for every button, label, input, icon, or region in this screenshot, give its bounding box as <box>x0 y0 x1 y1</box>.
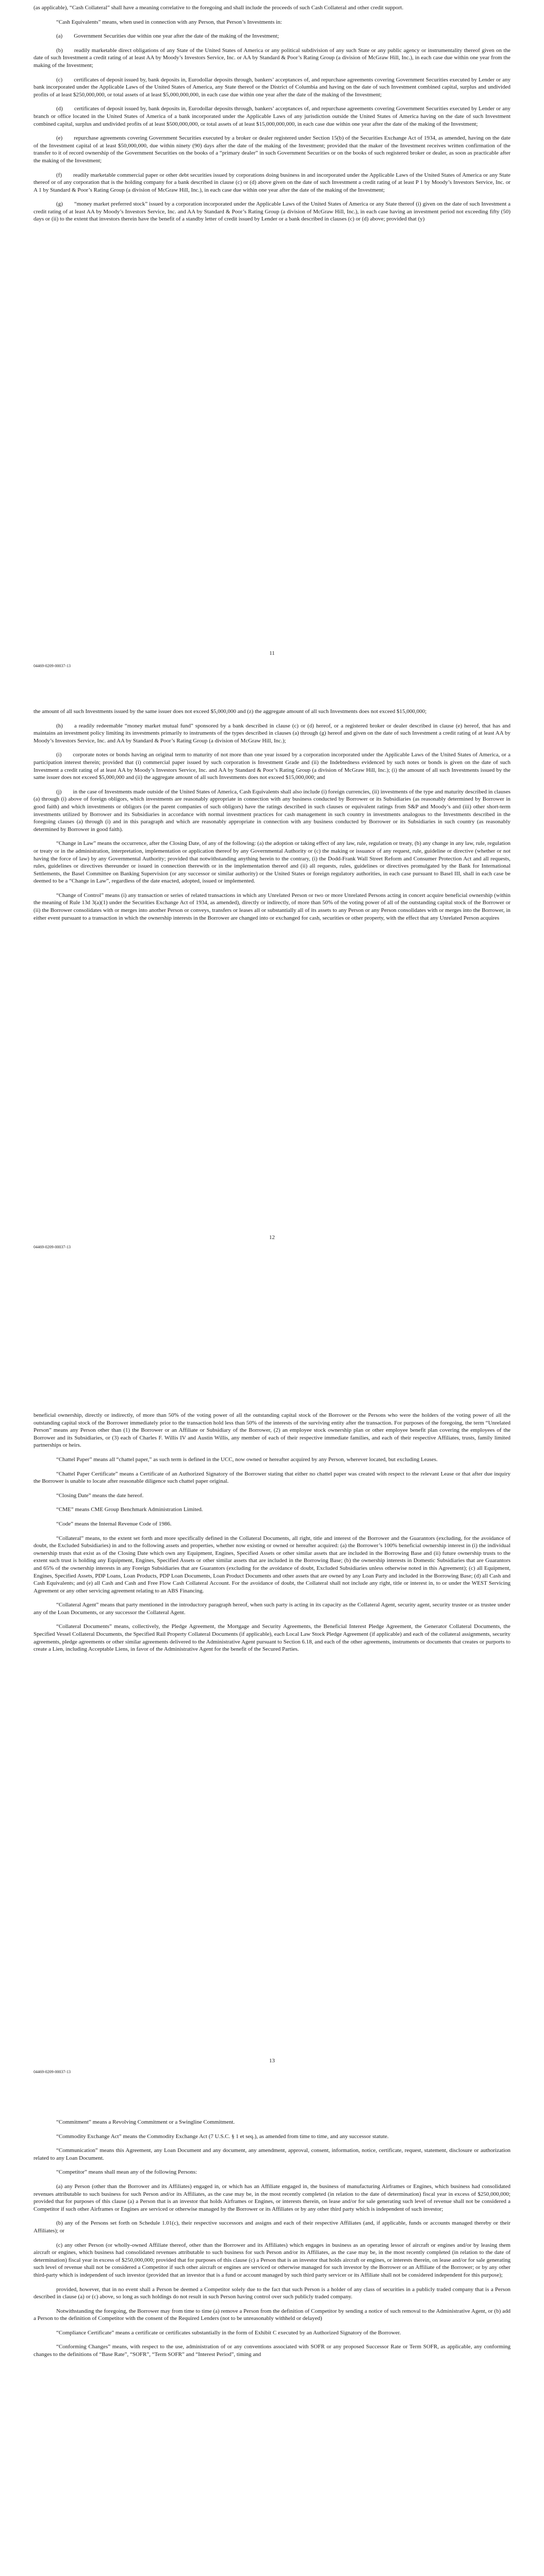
definition-chattel-paper: “Chattel Paper” means all “chattel paper,” as such term is defined in the UCC, now owned or hereafter acquired by any Person, wherever located, but excluding Leases. <box>56 1456 438 1463</box>
document-id: 04469-0209-00037-13 <box>34 2070 71 2074</box>
definition-compliance-certificate: “Compliance Certificate” means a certificate or certificates substantially in the form of Exhibit C executed by an Authorized Signatory of the Borrower. <box>56 2329 401 2336</box>
page-number: 11 <box>269 650 275 656</box>
paragraph: (as applicable), “Cash Collateral” shall have a meaning correlative to the foregoing and shall include the proceeds of such Cash Collateral and other credit support. <box>34 5 404 11</box>
definition-collateral-documents: “Collateral Documents” means, collectively, the Pledge Agreement, the Mortgage and Security Agreements, the Beneficial Interest Pledge Agreement, the Generator Collateral Documents, the Specified Vessel Collateral Documents, the Specified Rail Property Collateral Documents (if applicable), each Local Law Stock Pledge Agreement (if applicable) and each of the collateral assignments, security agreements, pledge agreements or other similar agreements delivered to the Administrative Agent pursuant to Section 6.18, and each of the other agreements, instruments or documents that creates or purports to create a Lien, including Acceptable Liens, in favor of the Administrative Agent for the benefit of the Secured Parties. <box>34 1623 510 1653</box>
clause-i: (i) corporate notes or bonds having an original term to maturity of not more than one year issued by a corporation incorporated under the Applicable Laws of the United States of America, or a participation interest therein; provided that (i) commercial paper issued by such corporation is Investment Grade and (ii) the Indebtedness evidenced by such notes or bonds is given on the date of such Investment a credit rating of at least AA by Moody’s Investors Service, Inc. and AA by Standard & Poor’s Rating Group (a division of McGraw Hill, Inc.); (i) the amount of all such Investments issued by the same issuer does not exceed $5,000,000 and (ii) the aggregate amount of all such Investments does not exceed $15,000,000; and <box>34 752 510 781</box>
page-14 <box>0 2111 544 2576</box>
page-11-content <box>34 4 510 230</box>
definition-code: “Code” means the Internal Revenue Code of 1986. <box>56 1520 172 1527</box>
definition-cash-equivalents: “Cash Equivalents” means, when used in connection with any Person, that Person’s Investments in: <box>56 19 282 25</box>
page-12 <box>0 704 544 1408</box>
definition-collateral-agent: “Collateral Agent” means that party mentioned in the introductory paragraph hereof, when such party is acting in its capacity as the Collateral Agent, security agent, security trustee or as trustee under any of the Loan Documents, or any successor the Collateral Agent. <box>34 1602 510 1616</box>
page-13 <box>0 1408 544 2111</box>
page-number: 12 <box>269 1234 275 1241</box>
clause-h: (h) a readily redeemable “money market mutual fund” sponsored by a bank described in clause (c) or (d) hereof, or a registered broker or dealer described in clause (e) hereof, that has and maintains an investment policy limiting its investments primarily to instruments of the types described in clauses (a) through (g) hereof and given on the date of such Investment a credit rating of at least AA by Moody’s Investors Service, Inc. and AA by Standard & Poor’s Rating Group (a division of McGraw Hill, Inc.); <box>34 722 510 744</box>
definition-commodity-exchange-act: “Commodity Exchange Act” means the Commodity Exchange Act (7 U.S.C. § 1 et seq.), as amended from time to time, and any successor statute. <box>56 2133 389 2140</box>
clause-f: (f) readily marketable commercial paper or other debt securities issued by corporations doing business in and incorporated under the Applicable Laws of the United States of America or any State thereof or of any corporation that is the holding company for a bank described in clause (c) or (d) above given on the date of such Investment a credit rating of at least P 1 by Moody’s Investors Service, Inc. or A 1 by Standard & Poor’s Rating Group (a division of McGraw Hill, Inc.), in each case due within one year after the date of the making of the Investment; <box>34 172 510 193</box>
definition-communication: “Communication” means this Agreement, any Loan Document and any document, any amendment, approval, consent, information, notice, certificate, request, statement, disclosure or authorization related to any Loan Document. <box>34 2147 510 2161</box>
page-14-content <box>34 2115 510 2365</box>
definition-chattel-paper-certificate: “Chattel Paper Certificate” means a Certificate of an Authorized Signatory of the Borrower stating that either no chattel paper was created with respect to the relevant Lease or that after due inquiry the Borrower is unable to locate after reasonable diligence such chattel paper original. <box>34 1470 510 1485</box>
definition-closing-date: “Closing Date” means the date hereof. <box>56 1492 144 1499</box>
definition-cme: “CME” means CME Group Benchmark Administration Limited. <box>56 1506 203 1513</box>
competitor-clause-c: (c) any other Person (or wholly-owned Affiliate thereof, other than the Borrower and its Affiliates) which engages in business as an operating lessor of aircraft or engines and/or by leasing them aircraft or engines, which business had consolidated revenues attributable to such business for such Person and/or its Affiliates, as the case may be, in the most recently completed (in relation to the date of determination) fiscal year in excess of $250,000,000; provided that for purposes of this clause (c) a Person that is an investor that holds aircraft or engines, or interests therein, on lease and/or for sale generating such level of revenue shall not be considered a Competitor if such other aircraft or engines are serviced or otherwise managed for such investor by the Borrower or an Affiliate of the Borrower; or by any other third-party which is independent of such investor (provided that an investor that is a fund or account managed by such third party servicer or its Affiliate shall not be considered independent for this purpose); <box>34 2242 510 2278</box>
paragraph: beneficial ownership, directly or indirectly, of more than 50% of the voting power of all the outstanding capital stock of the Borrower or the Persons who were the holders of the voting power of all the outstanding capital stock of the Borrower immediately prior to the transaction hold less than 50% of the interests of the surviving entity after the transaction. For purposes of the foregoing, the term “Unrelated Person” means any Person other than (1) the Borrower or an Affiliate or Subsidiary of the Borrower, (2) an employee stock ownership plan or other employee benefit plan covering the employees of the Borrower and its Subsidiaries, or (3) each of Charles F. Willis IV and Austin Willis, any member of each of their respective immediate families, and each of their respective Affiliates, trusts, family limited partnerships or heirs. <box>34 1412 510 1449</box>
paragraph: the amount of all such Investments issued by the same issuer does not exceed $5,000,000 and (z) the aggregate amount of all such Investments does not exceed $15,000,000; <box>34 708 427 715</box>
document-id: 04469-0209-00037-13 <box>34 1245 71 1249</box>
clause-c: (c) certificates of deposit issued by, bank deposits in, Eurodollar deposits through, bankers’ acceptances of, and repurchase agreements covering Government Securities executed by Lender or any bank incorporated under the Applicable Laws of the United States of America, any State thereof or the District of Columbia and having on the date of such Investment combined capital, surplus and undivided profits of at least $250,000,000, or total assets of at least $5,000,000,000, in each case due within one year after the date of the making of the Investment; <box>34 76 510 98</box>
competitor-clause-b: (b) any of the Persons set forth on Schedule 1.01(c), their respective successors and assigns and each of their respective Affiliates (and, if applicable, funds or accounts managed thereby or their Affiliates); or <box>34 2220 510 2234</box>
definition-collateral: “Collateral” means, to the extent set forth and more specifically defined in the Collateral Documents, all right, title and interest of the Borrower and the Guarantors (excluding, for the avoidance of doubt, the Excluded Subsidiaries) in and to the following assets and properties, whether now existing or owned or hereafter acquired: (a) the Borrower’s 100% beneficial ownership interest in (i) the individual ownership trusts that exist as of the Closing Date which own any Equipment, Engines, Specified Assets or other similar assets that are included in the Borrowing Base and (ii) future ownership trusts to the extent such trust is holding any Equipment, Engines, Specified Assets or other similar assets that are included in the Borrowing Base; (b) the ownership interests in Domestic Subsidiaries that are Guarantors and 65% of the ownership interests in any Foreign Subsidiaries that are Guarantors (excluding for the avoidance of doubt, Excluded Subsidiaries unless otherwise noted in this Agreement); (c) all Equipment, Engines, Specified Assets, PDP Loans, Loan Products, PDP Loan Documents, Loan Product Documents and other assets that are owned by any Loan Party and included in the Borrowing Base; (d) all Cash and Cash Equivalents; and (e) all Cash and Cash and Free Flow Cash Collateral Account. For the avoidance of doubt, the Collateral shall not include any right, title or interest in, to or under the WEST Servicing Agreement or any other servicing agreement relating to an ABS Financing. <box>34 1535 510 1594</box>
clause-e: (e) repurchase agreements covering Government Securities executed by a broker or dealer registered under Section 15(b) of the Securities Exchange Act of 1934, as amended, having on the date of the Investment capital of at least $50,000,000, due within ninety (90) days after the date of the making of the Investment; provided that the maker of the Investment receives written confirmation of the transfer to it of record ownership of the Government Securities on the books of a “primary dealer” in such Government Securities or on the books of such registered broker or dealer, as soon as practicable after the making of the Investment; <box>34 135 510 164</box>
document-id: 04469-0209-00037-13 <box>34 664 71 668</box>
clause-d: (d) certificates of deposit issued by, bank deposits in, Eurodollar deposits through, bankers’ acceptances of, and repurchase agreements covering Government Securities executed by Lender or any branch or office located in the United States of America of a bank incorporated under the Applicable Laws of any jurisdiction outside the United States of America having on the date of such Investment combined capital, surplus and undivided profits of at least $500,000,000, or total assets of at least $15,000,000,000, in each case due within one year after the date of the making of the Investment; <box>34 106 510 127</box>
definition-competitor: “Competitor” means shall mean any of the following Persons: <box>56 2169 197 2176</box>
definition-change-in-law: “Change in Law” means the occurrence, after the Closing Date, of any of the following: (a) the adoption or taking effect of any law, rule, regulation or treaty, (b) any change in any law, rule, regulation or treaty or in the administration, interpretation, implementation or application thereof by any Governmental Authority or (c) the making or issuance of any request, rule, guideline or directive (whether or not having the force of law) by any Governmental Authority; provided that notwithstanding anything herein to the contrary, (i) the Dodd-Frank Wall Street Reform and Consumer Protection Act and all requests, rules, guidelines or directives thereunder or issued in connection therewith or in the implementation thereof and (ii) all requests, rules, guidelines or directives promulgated by the Bank for International Settlements, the Basel Committee on Banking Supervision (or any successor or similar authority) or the United States or foreign regulatory authorities, in each case pursuant to Basel III, shall in each case be deemed to be a “Change in Law”, regardless of the date enacted, adopted, issued or implemented. <box>34 840 510 885</box>
page-13-content <box>34 1412 510 1660</box>
definition-change-of-control: “Change of Control” means (i) any transaction or series of related transactions in which any Unrelated Person or two or more Unrelated Persons acting in concert acquire beneficial ownership (within the meaning of Rule 13d 3(a)(1) under the Securities Exchange Act of 1934, as amended), directly or indirectly, of more than 50% of the voting power of all of the outstanding capital stock of the Borrower or (ii) the Borrower consolidates with or merges into another Person or conveys, transfers or leases all or substantially all of its assets to any Person or any Person consolidates with or merges into the Borrower, in either event pursuant to a transaction in which the ownership interests in the Borrower are changed into or exchanged for cash, securities or other property, with the effect that any Unrelated Person acquires <box>34 892 510 921</box>
clause-a: (a) Government Securities due within one year after the date of the making of the Investment; <box>56 33 279 40</box>
definition-commitment: “Commitment” means a Revolving Commitment or a Swingline Commitment. <box>56 2119 235 2125</box>
competitor-clause-a: (a) any Person (other than the Borrower and its Affiliates) engaged in, or which has an Affiliate engaged in, the business of manufacturing Airframes or Engines, which business had consolidated revenues attributable to such business for such Person and/or its Affiliates, as the case may be, in the most recently completed (in relation to the date of determination) fiscal year in excess of $250,000,000; provided that for purposes of this clause (a) a Person that is an investor that holds Airframes or Engines, or interests therein, on lease and/or for sale generating such level of revenue shall not be considered a Competitor if such other Airframes or Engines are serviced or otherwise managed by the Borrower or its Affiliates or by any other third party which is independent of such investor; <box>34 2183 510 2212</box>
page-number: 13 <box>269 2058 275 2064</box>
definition-conforming-changes: “Conforming Changes” means, with respect to the use, administration of or any conventions associated with SOFR or any proposed Successor Rate or Term SOFR, as applicable, any conforming changes to the definitions of “Base Rate”, “SOFR”, “Term SOFR” and “Interest Period”, timing and <box>34 2344 510 2358</box>
clause-j: (j) in the case of Investments made outside of the United States of America, Cash Equivalents shall also include (i) foreign currencies, (ii) investments of the type and maturity described in clauses (a) through (i) above of foreign obligors, which investments are reasonably appropriate in connection with any business conducted by Borrower or its Subsidiaries (as reasonably determined by Borrower in good faith) and which investments or obligors (or the parent companies of such obligors) have the ratings described in such clauses or equivalent ratings from S&P and Moody’s and (iii) other short-term investments utilized by Borrower and its Subsidiaries in accordance with normal investment practices for cash management in such country in investments analogous to the Investments described in the foregoing clauses (a) through (i) and in this paragraph and which are reasonably appropriate in connection with any business conducted by Borrower or its Subsidiaries in such country (as reasonably determined by Borrower in good faith). <box>34 788 510 833</box>
competitor-proviso: provided, however, that in no event shall a Person be deemed a Competitor solely due to the fact that such Person is a holder of any class of securities in a publicly traded company that is a Person described in clause (a) or (c) above, so long as such holdings do not result in such Person having control over such publicly traded company. <box>34 2286 510 2300</box>
competitor-notwithstanding: Notwithstanding the foregoing, the Borrower may from time to time (a) remove a Person from the definition of Competitor by sending a notice of such removal to the Administrative Agent, or (b) add a Person to the definition of Competitor with the consent of the Required Lenders (not to be unreasonably withheld or delayed) <box>34 2308 510 2322</box>
page-12-content <box>34 708 510 928</box>
clause-b: (b) readily marketable direct obligations of any State of the United States of America or any political subdivision of any such State or any public agency or instrumentality thereof given on the date of such Investment a credit rating of at least AA by Moody’s Investors Service, Inc. or AA by Standard & Poor’s Rating Group (a division of McGraw Hill, Inc.), in each case due within one year from the making of the Investment; <box>34 47 510 69</box>
page-11 <box>0 0 544 704</box>
clause-g: (g) “money market preferred stock” issued by a corporation incorporated under the Applicable Laws of the United States of America or any State thereof (i) given on the date of such Investment a credit rating of at least AA by Moody’s Investors Service, Inc. and AA by Standard & Poor’s Rating Group (a division of McGraw Hill, Inc.), in each case having an investment period not exceeding fifty (50) days or (ii) to the extent that investors therein have the benefit of a standby letter of credit issued by Lender or a bank described in clauses (c) or (d) above; provided that (y) <box>34 201 510 223</box>
